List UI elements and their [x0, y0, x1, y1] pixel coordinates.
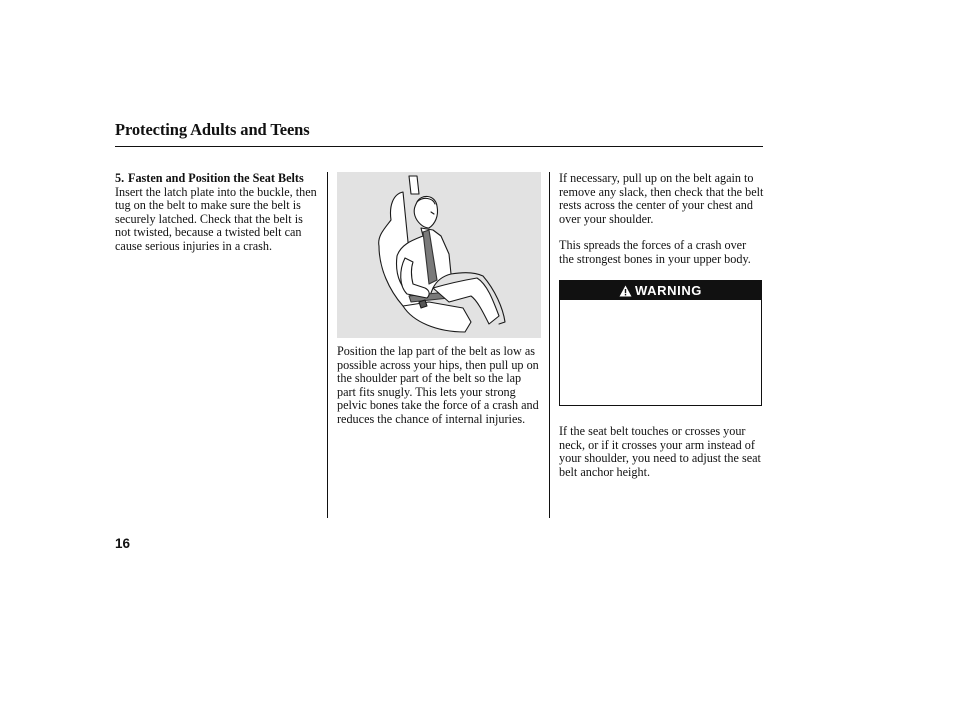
page-number: 16 [115, 536, 131, 551]
title-rule [115, 146, 763, 147]
column-3-para-2: This spreads the forces of a crash over the strongest bones in your upper body. [559, 238, 751, 266]
column-3-para-1: If necessary, pull up on the belt again to remove any slack, then check that the belt rests across the center of your chest and over your shoulder. [559, 171, 764, 226]
column-3 [559, 172, 764, 479]
column-divider [549, 172, 550, 518]
warning-triangle-icon [619, 285, 632, 297]
warning-header [560, 281, 761, 300]
step-heading [115, 172, 321, 186]
column-2 [337, 172, 542, 426]
section-title: Protecting Adults and Teens [115, 120, 310, 139]
step-title: Fasten and Position the Seat Belts [128, 171, 304, 185]
column-1 [115, 172, 321, 253]
column-2-body: Position the lap part of the belt as low as possible across your hips, then pull up on the shoulder part of the belt so the lap part fits snugly. This lets your strong pelvic bones take the force of a crash and reduces the chance of internal injuries. [337, 344, 539, 426]
warning-box [559, 280, 762, 406]
column-3-para-3: If the seat belt touches or crosses your neck, or if it crosses your arm instead of your shoulder, you need to adjust the seat belt anchor height. [559, 424, 761, 479]
warning-label: WARNING [634, 282, 703, 298]
column-divider [327, 172, 328, 518]
seated-person-with-seat-belt-illustration [337, 172, 541, 338]
column-1-body: Insert the latch plate into the buckle, then tug on the belt to make sure the belt is securely latched. Check that the belt is not twisted, because a twisted belt can cause serious injuries in a crash. [115, 184, 317, 253]
step-number: 5. [115, 171, 125, 185]
